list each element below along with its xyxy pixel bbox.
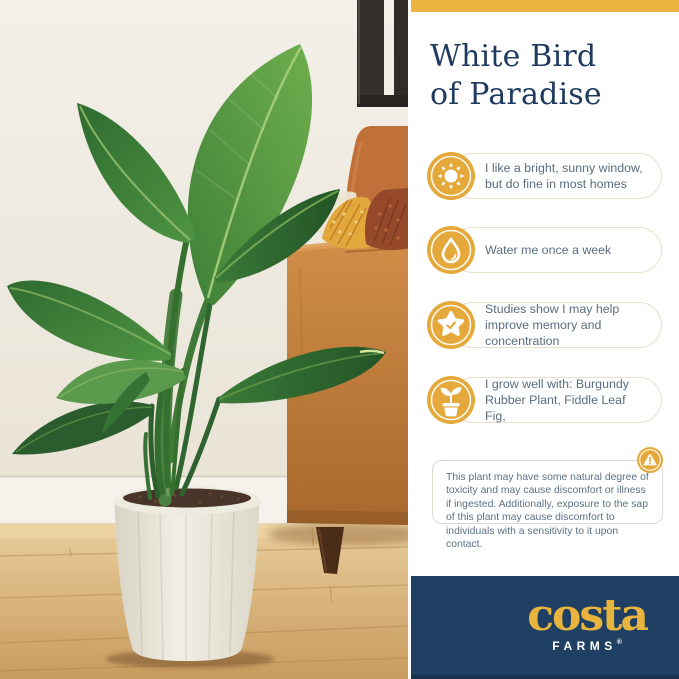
feature-benefit [427,301,670,349]
feature-benefit-pill [450,302,662,348]
warning-triangle-icon [637,447,663,473]
toxicity-warning-box [432,460,663,551]
shelf-frame [357,0,408,107]
brand-subname [527,639,647,653]
feature-companions-text: I grow well with: Burgundy Rubber Plant, Fiddle Leaf Fig, [485,377,629,423]
brand-name: costa [527,590,647,641]
feature-benefit-text: Studies show I may help improve memory and concentration [485,302,620,348]
page-title [430,38,602,114]
feature-companions-pill [450,377,662,423]
sun-icon [427,152,475,200]
toxicity-warning-text: This plant may have some natural degree of toxicity and may cause discomfort or illness if ingested. Additionally, exposure to the sap of this plant may cause discomfort to individuals with a sensitivity to it upon contact. [446,472,649,551]
feature-water [427,226,670,274]
soil [123,489,251,508]
feature-companions [427,376,670,424]
brand-footer [411,576,679,679]
info-panel [408,0,679,679]
top-accent-bar [411,0,679,12]
feature-light-text: I like a bright, sunny window, but do fine in most homes [485,161,643,191]
footer-bottom-strip [411,675,679,679]
title-line-1: White Bird [430,39,597,74]
water-drop-icon [427,226,475,274]
feature-light [427,152,670,200]
star-icon [427,301,475,349]
brand-subname-text: FARMS [552,639,617,653]
plant-pot-icon [427,376,475,424]
brand-logo [527,590,647,653]
feature-water-pill [450,227,662,273]
title-line-2: of Paradise [430,77,602,112]
feature-light-pill [450,153,662,199]
feature-water-text: Water me once a week [485,243,612,257]
registered-mark: ® [616,639,622,646]
